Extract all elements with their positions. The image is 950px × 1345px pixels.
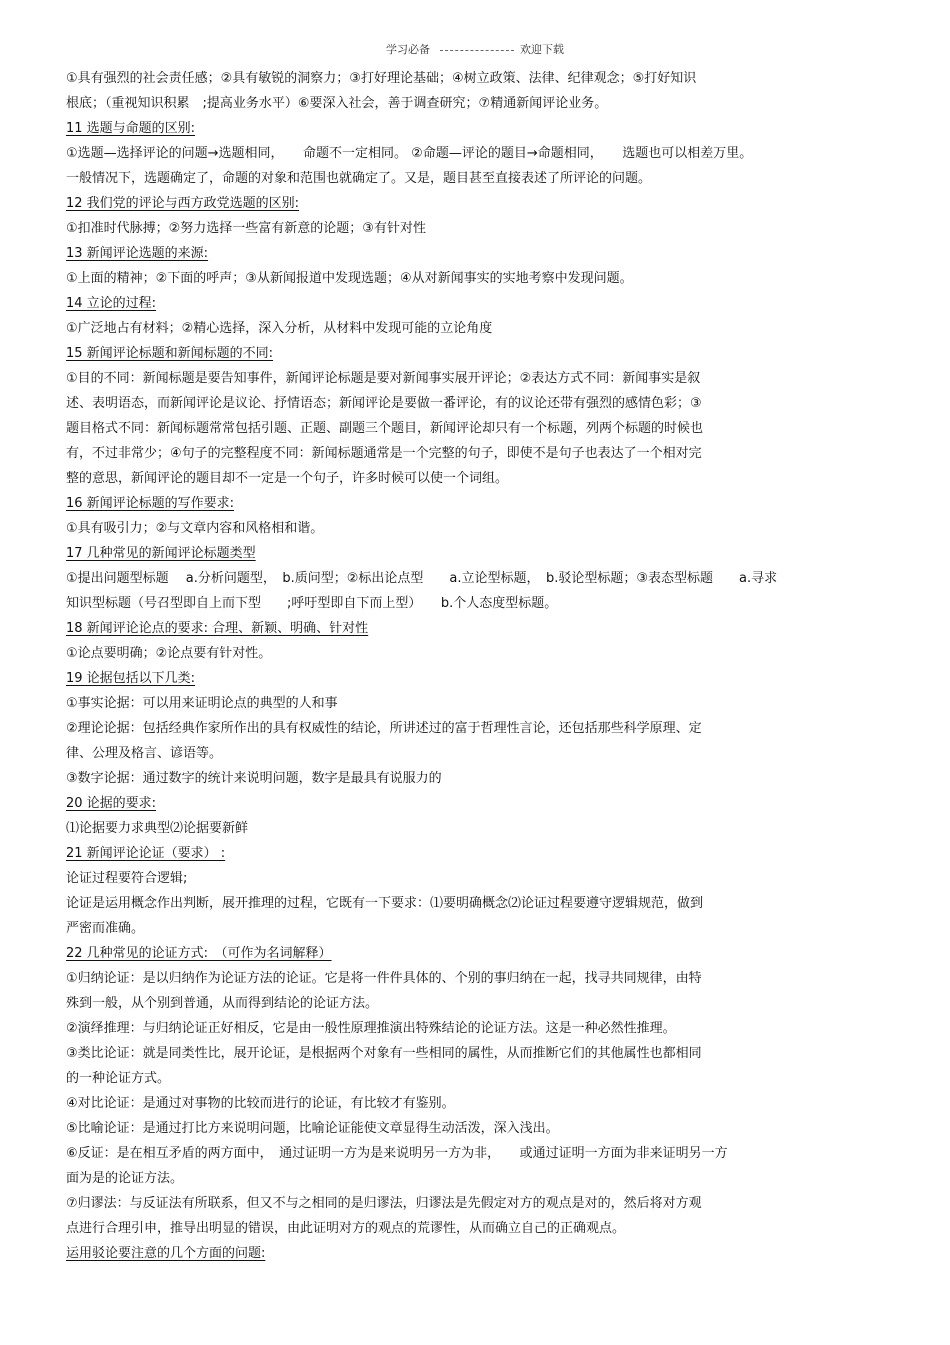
body-line: 点进行合理引申，推导出明显的错误，由此证明对方的观点的荒谬性，从而确立自己的正确观点。	[66, 1221, 626, 1236]
body-line: ①扣准时代脉搏；②努力选择一些富有新意的论题；③有针对性	[66, 221, 426, 236]
section-title-15: 15 新闻评论标题和新闻标题的不同:	[66, 346, 274, 361]
body-line: 知识型标题（号召型即自上而下型 ;呼吁型即自下而上型） b.个人态度型标题。	[66, 596, 558, 611]
body-line: 整的意思，新闻评论的题目却不一定是一个句子，许多时候可以使一个词组。	[66, 471, 509, 486]
body-line: 的一种论证方式。	[66, 1071, 171, 1086]
body-line: ①提出问题型标题 a.分析问题型， b.质问型；②标出论点型 a.立论型标题， b.驳论型标题；③表态型标题 a.寻求	[66, 571, 778, 586]
section-title-22: 22 几种常见的论证方式: （可作为名词解释）	[66, 946, 332, 961]
section-title-12: 12 我们党的评论与西方政党选题的区别:	[66, 196, 300, 211]
body-line: ⑤比喻论证：是通过打比方来说明问题，比喻论证能使文章显得生动活泼，深入浅出。	[66, 1121, 559, 1136]
body-line: 有，不过非常少；④句子的完整程度不同：新闻标题通常是一个完整的句子，即使不是句子也表达了一个相对完	[66, 446, 702, 461]
section-title-19: 19 论据包括以下几类:	[66, 671, 196, 686]
document-body	[66, 66, 886, 1266]
body-line: 述、表明语态，而新闻评论是议论、抒情语态；新闻评论是要做一番评论，有的议论还带有强烈的感情色彩；③	[66, 396, 702, 411]
section-title-11: 11 选题与命题的区别:	[66, 121, 196, 136]
section-title-17: 17 几种常见的新闻评论标题类型	[66, 546, 256, 561]
body-line: 严密而准确。	[66, 921, 145, 936]
body-line: ①归纳论证：是以归纳作为论证方法的论证。它是将一件件具体的、个别的事归纳在一起，找寻共同规律，由特	[66, 971, 702, 986]
body-line: ③类比论证：就是同类性比，展开论证，是根据两个对象有一些相同的属性，从而推断它们的其他属性也都相同	[66, 1046, 702, 1061]
body-line: ②理论论据：包括经典作家所作出的具有权威性的结论，所讲述过的富于哲理性言论，还包括那些科学原理、定	[66, 721, 702, 736]
body-line: ①具有强烈的社会责任感；②具有敏锐的洞察力；③打好理论基础；④树立政策、法律、纪律观念；⑤打好知识	[66, 71, 697, 86]
page-header	[0, 41, 950, 57]
body-line: ①具有吸引力；②与文章内容和风格相和谐。	[66, 521, 324, 536]
body-line: ⑥反证：是在相互矛盾的两方面中， 通过证明一方为是来说明另一方为非， 或通过证明一方面为非来证明另一方	[66, 1146, 728, 1161]
body-line: ①目的不同：新闻标题是要告知事件，新闻评论标题是要对新闻事实展开评论；②表达方式不同：新闻事实是叙	[66, 371, 701, 386]
section-title-18: 18 新闻评论论点的要求: 合理、新颖、明确、针对性	[66, 621, 369, 636]
body-line: ⑴论据要力求典型⑵论据要新鲜	[66, 821, 249, 836]
section-title-20: 20 论据的要求:	[66, 796, 157, 811]
body-line: ②演绎推理：与归纳论证正好相反，它是由一般性原理推演出特殊结论的论证方法。这是一种必然性推理。	[66, 1021, 676, 1036]
body-line: ①选题—选择评论的问题→选题相同， 命题不一定相同。 ②命题—评论的题目→命题相同， 选题也可以相差万里。	[66, 146, 753, 161]
body-line: 一般情况下，选题确定了，命题的对象和范围也就确定了。又是，题目甚至直接表述了所评论的问题。	[66, 171, 652, 186]
body-line: 题目格式不同：新闻标题常常包括引题、正题、副题三个题目，新闻评论却只有一个标题，列两个标题的时候也	[66, 421, 704, 436]
section-title-14: 14 立论的过程:	[66, 296, 157, 311]
body-line: 论证是运用概念作出判断，展开推理的过程，它既有一下要求：⑴要明确概念⑵论证过程要遵守逻辑规范，做到	[66, 896, 704, 911]
body-line: ①广泛地占有材料；②精心选择，深入分析，从材料中发现可能的立论角度	[66, 321, 493, 336]
body-line: ⑦归谬法：与反证法有所联系，但又不与之相同的是归谬法，归谬法是先假定对方的观点是对的，然后将对方观	[66, 1196, 702, 1211]
body-line: 面为是的论证方法。	[66, 1171, 184, 1186]
section-title-13: 13 新闻评论选题的来源:	[66, 246, 209, 261]
body-line: ①论点要明确；②论点要有针对性。	[66, 646, 272, 661]
body-line: ④对比论证：是通过对事物的比较而进行的论证，有比较才有鉴别。	[66, 1096, 455, 1111]
header-dashed-rule	[440, 50, 514, 51]
section-title-21: 21 新闻评论论证（要求） :	[66, 846, 226, 861]
header-left-text: 学习必备	[386, 43, 430, 56]
body-line: 殊到一般，从个别到普通，从而得到结论的论证方法。	[66, 996, 379, 1011]
body-line: 论证过程要符合逻辑;	[66, 871, 188, 886]
body-line: 律、公理及格言、谚语等。	[66, 746, 223, 761]
header-right-text: 欢迎下载	[520, 43, 564, 56]
body-line: 根底；（重视知识积累 ;提高业务水平）⑥要深入社会，善于调查研究；⑦精通新闻评论业务。	[66, 96, 608, 111]
body-line: ①上面的精神；②下面的呼声；③从新闻报道中发现选题；④从对新闻事实的实地考察中发现问题。	[66, 271, 633, 286]
section-title-rebuttal: 运用驳论要注意的几个方面的问题:	[66, 1246, 266, 1261]
body-line: ③数字论据：通过数字的统计来说明问题，数字是最具有说服力的	[66, 771, 442, 786]
section-title-16: 16 新闻评论标题的写作要求:	[66, 496, 235, 511]
body-line: ①事实论据：可以用来证明论点的典型的人和事	[66, 696, 338, 711]
